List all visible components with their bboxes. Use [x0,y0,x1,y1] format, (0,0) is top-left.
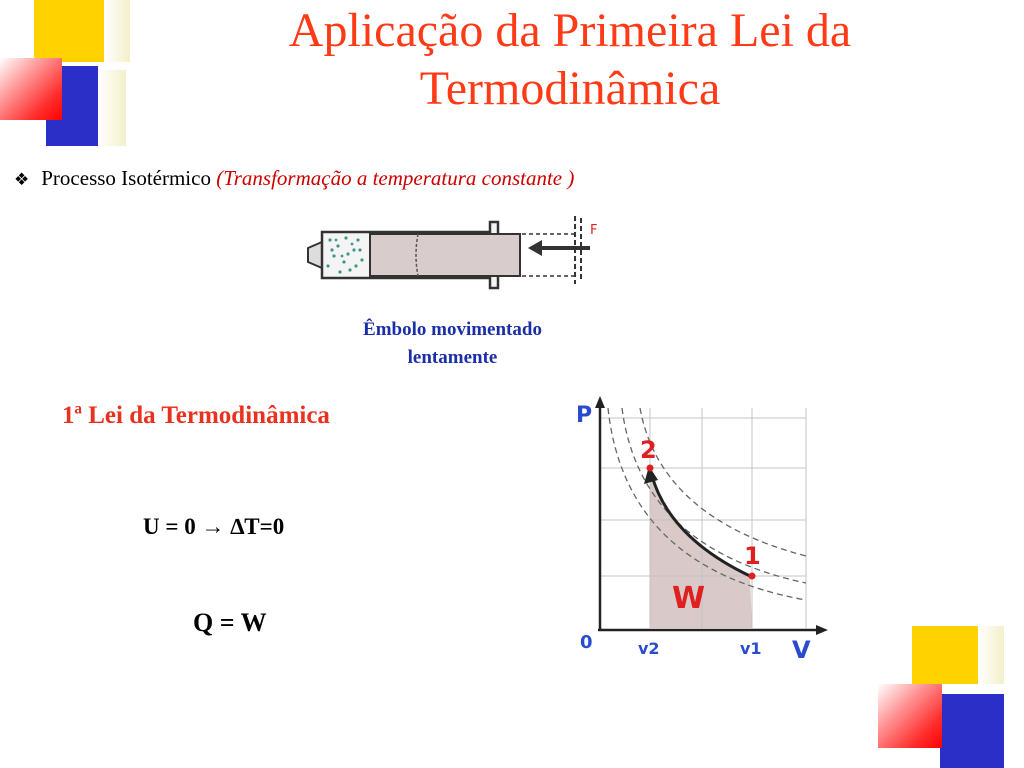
decor-shadow-top [104,0,130,62]
decor-square-red-bottom [878,684,942,748]
point-2-label: 2 [640,436,657,464]
title-line-1: Aplicação da Primeira Lei da [288,4,852,57]
equation-heat-work: Q = W [193,608,267,637]
bullet-isothermal [14,166,574,191]
v1-label: v1 [740,639,762,658]
syringe-illustration [300,210,610,300]
origin-label: 0 [580,632,593,653]
bullet-text: Processo Isotérmico [41,166,211,190]
force-label: F [590,223,598,238]
point-1-label: 1 [744,542,761,570]
decor-shadow-top-2 [98,70,126,146]
diamond-bullet-icon: ❖ [14,170,30,189]
first-law-heading: 1ª Lei da Termodinâmica [62,402,330,429]
work-label: W [672,581,706,616]
caption-line-1: Êmbolo movimentado [363,319,542,340]
decor-square-red-top [0,58,62,120]
title-line-2: Termodinâmica [419,62,721,115]
page-title [130,2,1010,118]
pv-diagram [570,388,850,668]
decor-square-yellow-top [34,0,104,62]
point-1-marker [749,573,756,580]
v-axis-label: V [792,636,811,664]
caption-line-2: lentamente [407,347,498,368]
syringe-caption [300,316,605,372]
decor-shadow-bottom [978,626,1004,684]
point-2-marker [647,465,654,472]
p-axis-label: P [576,403,593,428]
bullet-paren-open: ( [216,166,224,190]
bullet-paren-text: Transformação a temperatura constante ) [223,166,575,190]
decor-square-blue-bottom [940,694,1004,768]
v2-label: v2 [638,639,660,658]
decor-square-yellow-bottom [912,626,978,684]
equation-internal-energy: U = 0 → ∆T=0 [143,514,285,539]
